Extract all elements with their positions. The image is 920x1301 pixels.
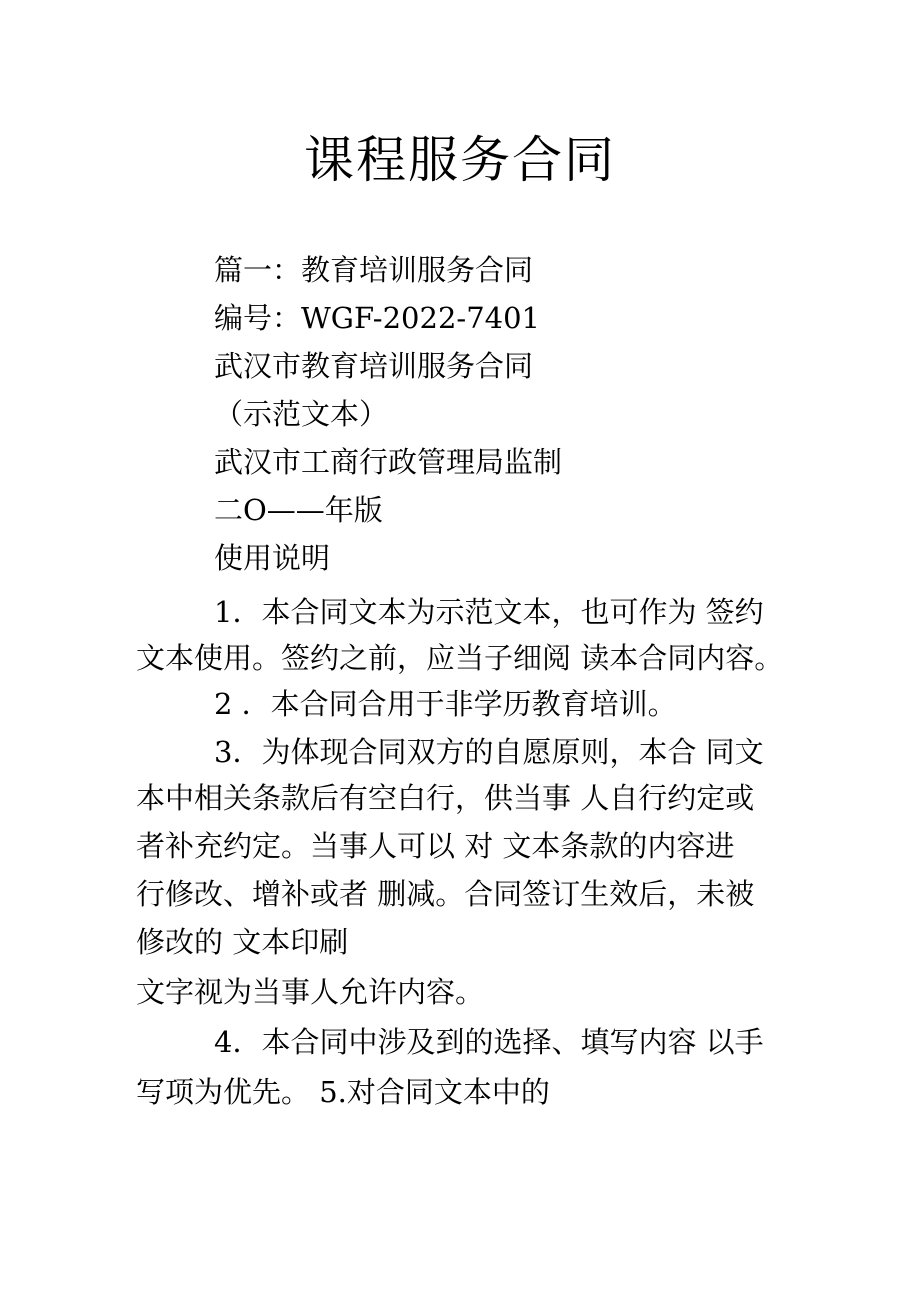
edition-line: 二O——年版 [214,493,383,527]
section-heading: 篇一：教育培训服务合同 [214,253,534,287]
paragraph-line: 1．本合同文本为示范文本，也可作为 签约 [214,595,764,629]
document-title: 课程服务合同 [304,131,616,189]
paragraph-line: 文本使用。签约之前，应当子细阅 读本合同内容。 [136,641,784,675]
contract-name: 武汉市教育培训服务合同 [214,349,534,383]
sample-text-note: （示范文本） [214,397,389,431]
contract-number: 编号：WGF-2022-7401 [214,301,540,335]
paragraph-line: 修改的 文本印刷 [136,925,349,959]
paragraph-line: 行修改、增补或者 删减。合同签订生效后，未被 [136,877,755,911]
paragraph-line: 2 ．本合同合用于非学历教育培训。 [214,687,677,721]
paragraph-line: 者补充约定。当事人可以 对 文本条款的内容进 [136,829,735,863]
paragraph-line: 本中相关条款后有空白行，供当事 人自行约定或 [136,781,755,815]
paragraph-line: 写项为优先。 5.对合同文本中的 [136,1075,550,1109]
paragraph-line: 4．本合同中涉及到的选择、填写内容 以手 [214,1025,764,1059]
paragraph-line: 文字视为当事人允许内容。 [136,975,485,1009]
instructions-heading: 使用说明 [214,541,331,575]
issuer-line: 武汉市工商行政管理局监制 [214,445,563,479]
paragraph-line: 3．为体现合同双方的自愿原则，本合 同文 [214,735,764,769]
